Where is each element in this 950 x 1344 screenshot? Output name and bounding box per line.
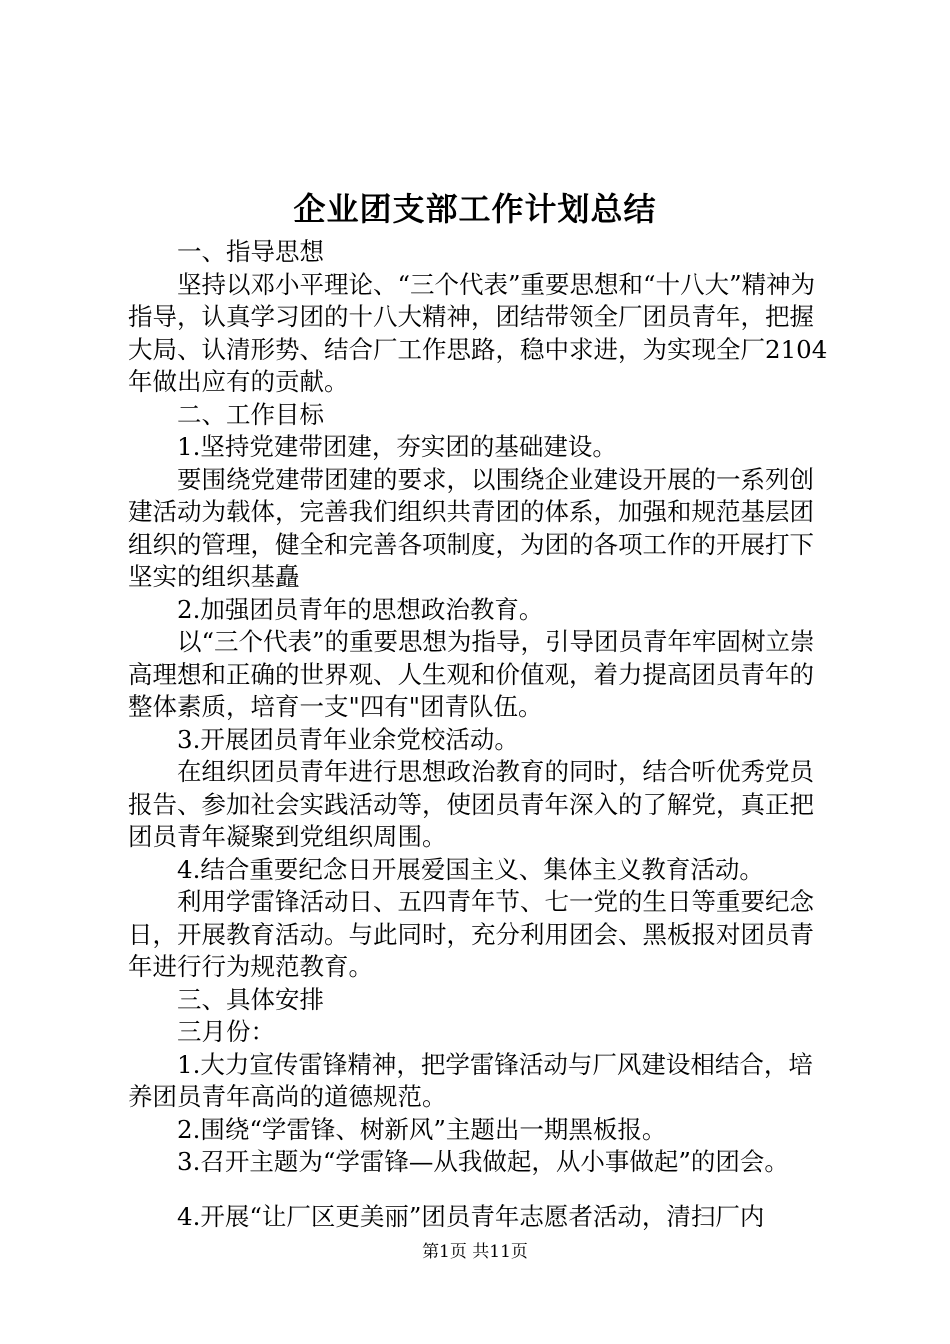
list-item: 2.围绕“学雷锋、树新风”主题出一期黑板报。 <box>177 1114 667 1144</box>
list-item: 1.坚持党建带团建，夯实团的基础建设。 <box>177 432 617 461</box>
list-item: 1.大力宣传雷锋精神，把学雷锋活动与厂风建设相结合，培养团员青年高尚的道德规范。 <box>128 1049 813 1111</box>
paragraph: 利用学雷锋活动日、五四青年节、七一党的生日等重要纪念日，开展教育活动。与此同时，充分利用团会、黑板报对团员青年进行行为规范教育。 <box>128 887 814 981</box>
section-heading: 一、指导思想 <box>177 237 324 266</box>
list-item: 4.开展“让厂区更美丽”团员青年志愿者活动，清扫厂内 <box>177 1201 765 1231</box>
section-heading: 三、具体安排 <box>177 984 324 1014</box>
paragraph: 坚持以邓小平理论、“三个代表”重要思想和“十八大”精神为指导，认真学习团的十八大精神，团结带领全厂团员青年，把握大局、认清形势、结合厂工作思路，稳中求进，为实现全厂2104年做出应有的贡献。 <box>128 269 828 396</box>
paragraph: 以“三个代表”的重要思想为指导，引导团员青年牢固树立崇高理想和正确的世界观、人生观和价值观，着力提高团员青年的整体素质，培育一支"四有"团青队伍。 <box>128 627 815 721</box>
list-item: 2.加强团员青年的思想政治教育。 <box>177 594 544 624</box>
list-item: 4.结合重要纪念日开展爱国主义、集体主义教育活动。 <box>177 854 764 884</box>
list-item: 3.召开主题为“学雷锋—从我做起，从小事做起”的团会。 <box>177 1147 789 1176</box>
list-item: 3.开展团员青年业余党校活动。 <box>177 724 519 754</box>
document-body <box>128 236 834 1233</box>
subsection-heading: 三月份： <box>177 1017 275 1046</box>
page-number: 第1页 共11页 <box>422 1242 528 1262</box>
document-title: 企业团支部工作计划总结 <box>293 190 657 228</box>
paragraph: 要围绕党建带团建的要求，以围绕企业建设开展的一系列创建活动为载体，完善我们组织共青团的体系，加强和规范基层团组织的管理，健全和完善各项制度，为团的各项工作的开展打下坚实的组织基矗 <box>128 464 814 591</box>
section-heading: 二、工作目标 <box>177 399 324 429</box>
paragraph: 在组织团员青年进行思想政治教育的同时，结合听优秀党员报告、参加社会实践活动等，使团员青年深入的了解党，真正把团员青年凝聚到党组织周围。 <box>128 757 814 851</box>
